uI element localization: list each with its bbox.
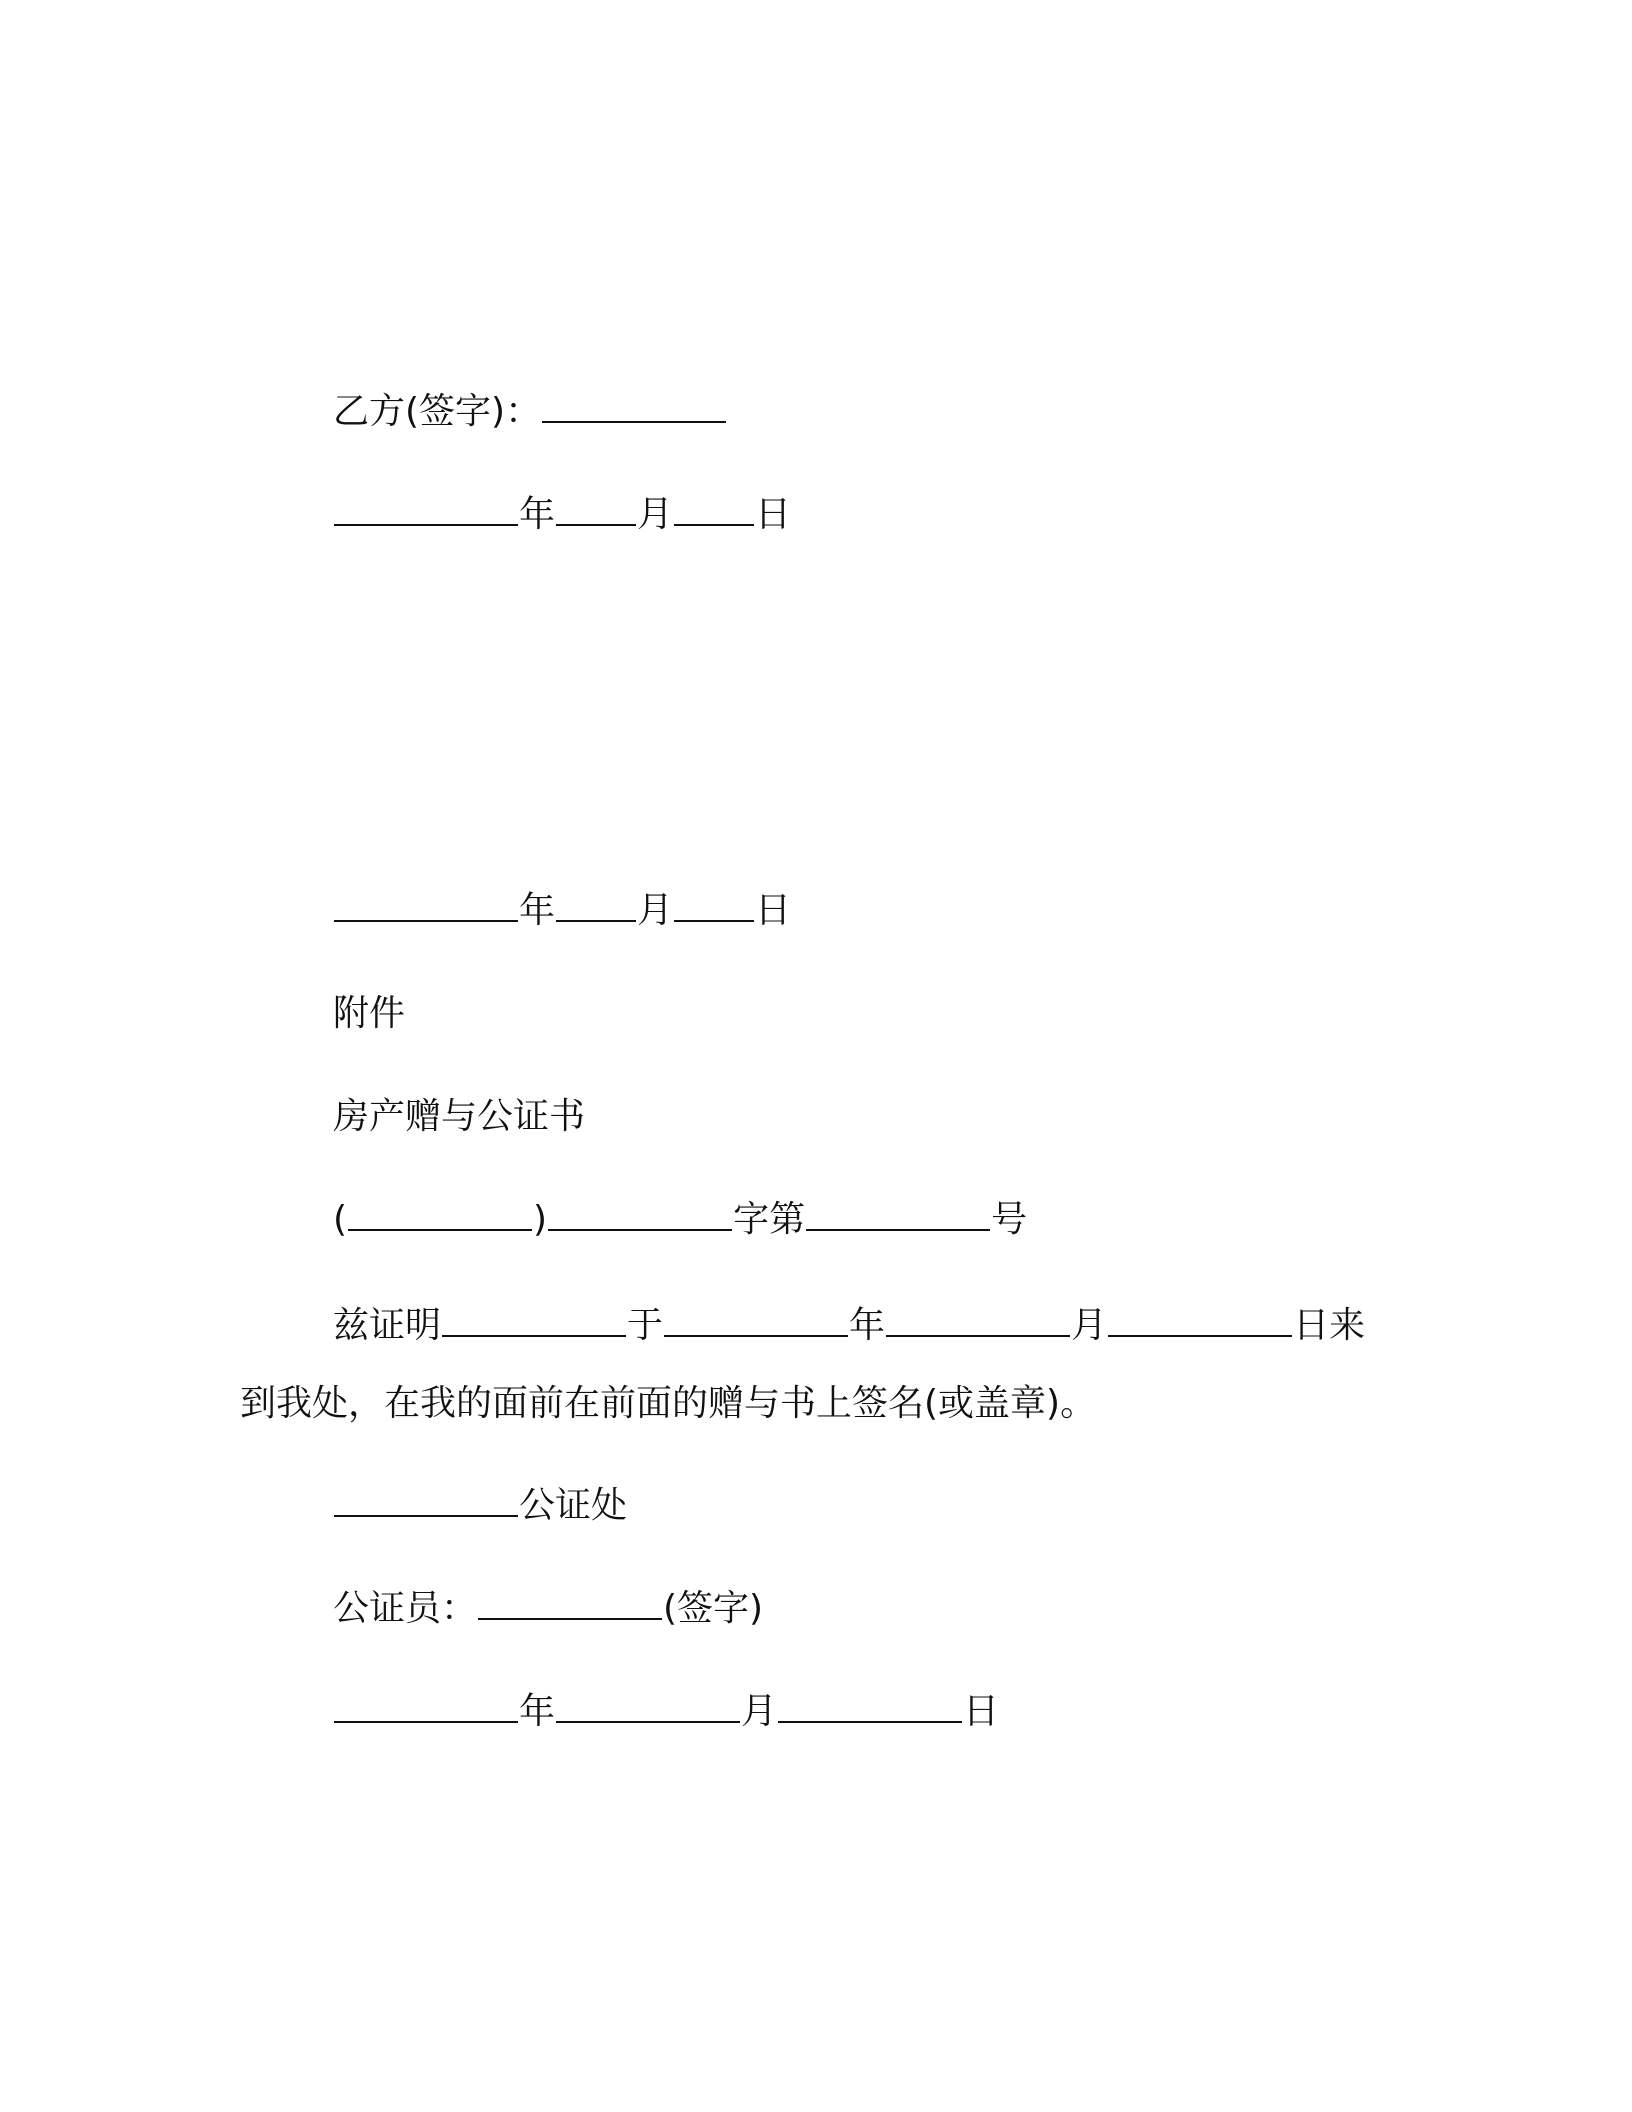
party-b-signature-line	[333, 390, 727, 434]
certify-paragraph	[240, 1287, 1390, 1443]
date-line-1	[333, 493, 791, 537]
notary-office-blank[interactable]	[334, 1485, 518, 1517]
certificate-number-blank[interactable]	[806, 1199, 990, 1231]
year-label: 年	[519, 494, 556, 535]
certificate-number-line	[333, 1198, 1027, 1242]
donor-name-blank[interactable]	[442, 1305, 626, 1337]
open-paren: (	[333, 1199, 348, 1240]
notary-label: 公证员：	[333, 1588, 478, 1629]
month-blank[interactable]	[556, 1691, 740, 1723]
month-label: 月	[637, 890, 674, 931]
certify-year: 年	[849, 1305, 886, 1346]
certify-lead: 兹证明	[333, 1305, 442, 1346]
date-line-3	[333, 1690, 999, 1734]
certify-month: 月	[1071, 1305, 1108, 1346]
notary-signature-blank[interactable]	[478, 1588, 662, 1620]
party-b-signature-label: 乙方(签字)：	[333, 391, 542, 432]
day-blank[interactable]	[674, 890, 754, 922]
month-blank[interactable]	[556, 890, 636, 922]
year-blank[interactable]	[334, 1691, 518, 1723]
month-label: 月	[741, 1691, 778, 1732]
day-label: 日	[755, 890, 792, 931]
month-blank[interactable]	[556, 494, 636, 526]
year-blank[interactable]	[664, 1305, 848, 1337]
close-paren: )	[533, 1199, 548, 1240]
attachment-label: 附件	[333, 993, 406, 1034]
day-label: 日	[963, 1691, 1000, 1732]
day-blank[interactable]	[674, 494, 754, 526]
hao-label: 号	[991, 1199, 1028, 1240]
year-label: 年	[519, 890, 556, 931]
certificate-title: 房产赠与公证书	[333, 1096, 586, 1137]
certificate-prefix-blank[interactable]	[548, 1199, 732, 1231]
day-blank[interactable]	[778, 1691, 962, 1723]
year-blank[interactable]	[334, 890, 518, 922]
zi-di-label: 字第	[733, 1199, 806, 1240]
notary-office-label: 公证处	[519, 1485, 628, 1526]
notary-sign-suffix: (签字)	[663, 1588, 764, 1629]
notary-office-line	[333, 1484, 627, 1528]
notary-signature-line	[333, 1587, 763, 1631]
certify-day-and-rest: 日来到我处，在我的面前在前面的赠与书上签名(或盖章)。	[240, 1305, 1366, 1424]
party-b-signature-blank[interactable]	[542, 391, 726, 423]
certificate-region-blank[interactable]	[348, 1199, 532, 1231]
month-blank[interactable]	[886, 1305, 1070, 1337]
certify-at: 于	[627, 1305, 664, 1346]
day-label: 日	[755, 494, 792, 535]
year-blank[interactable]	[334, 494, 518, 526]
month-label: 月	[637, 494, 674, 535]
year-label: 年	[519, 1691, 556, 1732]
day-blank[interactable]	[1108, 1305, 1292, 1337]
date-line-2	[333, 889, 791, 933]
